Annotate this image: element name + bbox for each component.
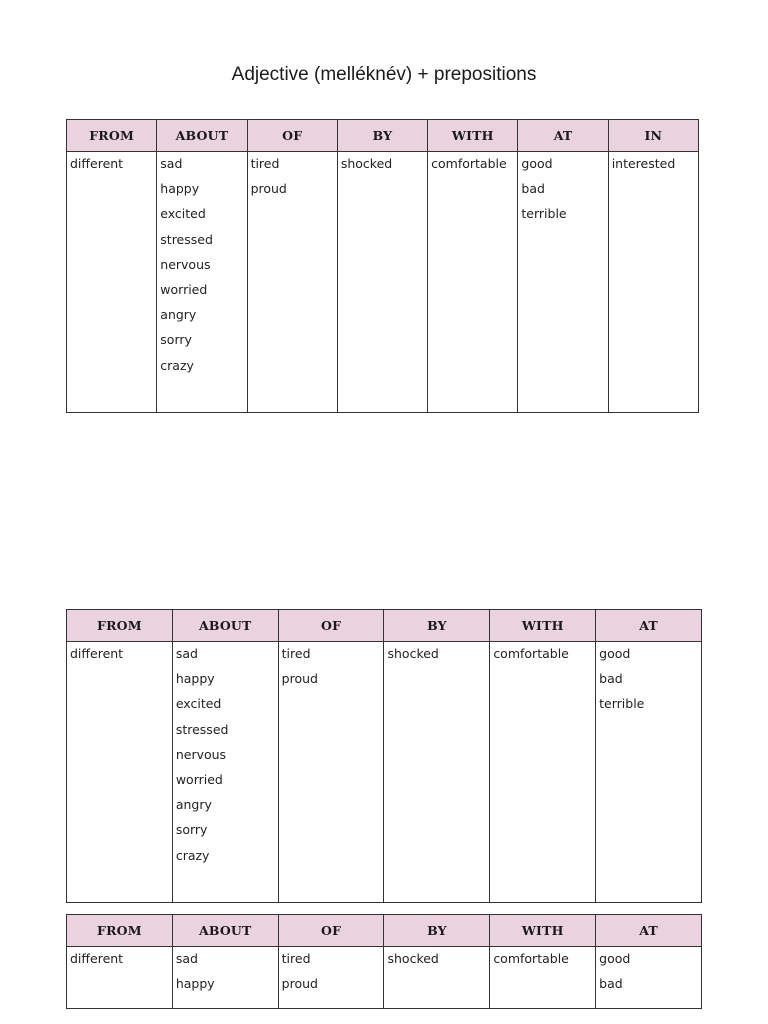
adjective-word: different xyxy=(70,951,124,966)
adjective-word: crazy xyxy=(175,847,210,863)
preposition-table-3 xyxy=(66,914,702,1009)
column-cell-about xyxy=(157,152,247,413)
column-header-at: AT xyxy=(518,120,608,152)
adjective-word: bad xyxy=(521,181,545,197)
adjective-word: terrible xyxy=(599,696,645,712)
adjective-word: happy xyxy=(160,181,200,197)
column-header-of: OF xyxy=(278,915,384,947)
column-cell-by xyxy=(337,152,427,413)
column-header-from: FROM xyxy=(67,915,173,947)
adjective-word: bad xyxy=(599,976,623,992)
column-cell-about xyxy=(172,642,278,903)
adjective-word: sad xyxy=(160,156,183,171)
column-header-about: ABOUT xyxy=(172,610,278,642)
body-row xyxy=(67,642,702,903)
column-cell-with xyxy=(428,152,518,413)
adjective-word: proud xyxy=(281,671,318,687)
column-cell-by xyxy=(384,947,490,1009)
adjective-word: stressed xyxy=(175,721,229,737)
preposition-table-1 xyxy=(66,119,699,413)
adjective-word: tired xyxy=(281,951,311,966)
preposition-table-2 xyxy=(66,609,702,903)
adjective-word: interested xyxy=(611,156,676,171)
body-row xyxy=(67,152,699,413)
adjective-word: sad xyxy=(175,951,198,966)
column-cell-from xyxy=(67,642,173,903)
adjective-word: proud xyxy=(250,181,287,197)
header-row xyxy=(67,915,702,947)
adjective-word: comfortable xyxy=(493,951,569,966)
adjective-word: good xyxy=(521,156,553,171)
adjective-word: shocked xyxy=(387,646,439,661)
page-title: Adjective (melléknév) + prepositions xyxy=(231,64,537,85)
adjective-word: bad xyxy=(599,671,623,687)
header-row xyxy=(67,120,699,152)
adjective-word: shocked xyxy=(387,951,439,966)
adjective-word: happy xyxy=(175,976,215,992)
column-header-about: ABOUT xyxy=(157,120,247,152)
header-row xyxy=(67,610,702,642)
adjective-word: tired xyxy=(281,646,311,661)
column-cell-at xyxy=(596,947,702,1009)
adjective-word: worried xyxy=(175,771,223,787)
column-header-with: WITH xyxy=(490,610,596,642)
column-cell-about xyxy=(172,947,278,1009)
adjective-word: angry xyxy=(160,307,197,323)
adjective-word: good xyxy=(599,646,631,661)
body-row xyxy=(67,947,702,1009)
column-header-about: ABOUT xyxy=(172,915,278,947)
adjective-word: sorry xyxy=(160,332,192,348)
adjective-word: nervous xyxy=(175,746,227,762)
column-header-at: AT xyxy=(596,610,702,642)
column-cell-at xyxy=(518,152,608,413)
adjective-word: nervous xyxy=(160,256,211,272)
column-cell-of xyxy=(278,947,384,1009)
column-cell-by xyxy=(384,642,490,903)
column-cell-at xyxy=(596,642,702,903)
adjective-word: tired xyxy=(250,156,280,171)
column-header-of: OF xyxy=(278,610,384,642)
adjective-word: excited xyxy=(175,696,222,712)
column-cell-in xyxy=(608,152,698,413)
column-header-by: BY xyxy=(384,915,490,947)
adjective-word: excited xyxy=(160,206,206,222)
adjective-word: shocked xyxy=(340,156,393,171)
adjective-word: sorry xyxy=(175,822,208,838)
adjective-word: happy xyxy=(175,671,215,687)
column-header-at: AT xyxy=(596,915,702,947)
column-header-in: IN xyxy=(608,120,698,152)
column-header-by: BY xyxy=(384,610,490,642)
adjective-word: different xyxy=(70,156,124,171)
adjective-word: terrible xyxy=(521,206,567,222)
column-header-from: FROM xyxy=(67,610,173,642)
adjective-word: crazy xyxy=(160,357,194,373)
adjective-word: different xyxy=(70,646,124,661)
adjective-word: good xyxy=(599,951,631,966)
adjective-word: sad xyxy=(175,646,198,661)
column-header-of: OF xyxy=(247,120,337,152)
column-cell-with xyxy=(490,642,596,903)
column-header-from: FROM xyxy=(67,120,157,152)
column-cell-from xyxy=(67,152,157,413)
adjective-word: stressed xyxy=(160,231,213,247)
adjective-word: comfortable xyxy=(493,646,569,661)
column-cell-from xyxy=(67,947,173,1009)
column-cell-with xyxy=(490,947,596,1009)
column-header-with: WITH xyxy=(428,120,518,152)
column-header-by: BY xyxy=(337,120,427,152)
column-cell-of xyxy=(247,152,337,413)
column-cell-of xyxy=(278,642,384,903)
column-header-with: WITH xyxy=(490,915,596,947)
adjective-word: angry xyxy=(175,797,212,813)
adjective-word: comfortable xyxy=(431,156,507,171)
adjective-word: proud xyxy=(281,976,318,992)
adjective-word: worried xyxy=(160,281,208,297)
